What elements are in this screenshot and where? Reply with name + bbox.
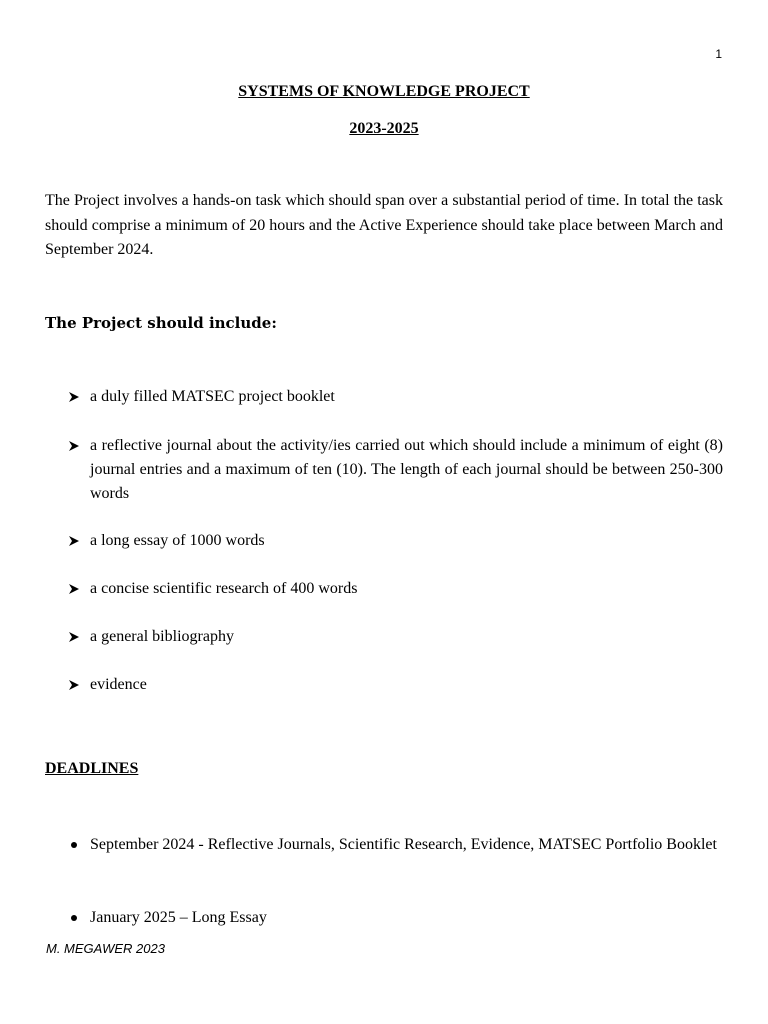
- arrowhead-bullet-icon: [68, 631, 80, 643]
- include-item: [90, 385, 723, 409]
- arrowhead-bullet-icon: [68, 391, 80, 403]
- include-item: [90, 673, 723, 697]
- arrowhead-bullet-icon: [68, 679, 80, 691]
- include-item-text: a duly filled MATSEC project booklet: [90, 388, 335, 405]
- arrowhead-bullet-icon: [68, 583, 80, 595]
- include-item-text: evidence: [90, 676, 147, 693]
- intro-paragraph: The Project involves a hands-on task which should span over a substantial period of time. In total the task should comprise a minimum of 20 hours and the Active Experience should take place between March and September 2024.: [45, 192, 723, 258]
- footer-author: M. MEGAWER 2023: [46, 941, 165, 956]
- include-item: [90, 434, 723, 506]
- page-number: 1: [715, 47, 722, 61]
- include-item-text: a general bibliography: [90, 628, 234, 645]
- deadline-item-text: September 2024 - Reflective Journals, Scientific Research, Evidence, MATSEC Portfolio Booklet: [90, 836, 717, 853]
- include-item-text: a reflective journal about the activity/ies carried out which should include a minimum of eight (8) journal entries and a maximum of ten (10). The length of each journal should be between 250-300 words: [90, 437, 723, 502]
- include-item: [90, 625, 723, 649]
- document-title: SYSTEMS OF KNOWLEDGE PROJECT: [238, 83, 530, 100]
- include-item: [90, 529, 723, 553]
- arrowhead-bullet-icon: [68, 535, 80, 547]
- deadline-item: [90, 833, 723, 857]
- include-heading: The Project should include:: [45, 314, 277, 332]
- deadline-item: [90, 906, 723, 930]
- deadlines-heading: DEADLINES: [45, 760, 139, 777]
- deadline-item-text: January 2025 – Long Essay: [90, 909, 267, 926]
- round-bullet-icon: [71, 842, 77, 848]
- include-item: [90, 577, 723, 601]
- include-item-text: a long essay of 1000 words: [90, 532, 265, 549]
- arrowhead-bullet-icon: [68, 440, 80, 452]
- document-subtitle: 2023-2025: [349, 120, 419, 137]
- round-bullet-icon: [71, 915, 77, 921]
- include-item-text: a concise scientific research of 400 words: [90, 580, 358, 597]
